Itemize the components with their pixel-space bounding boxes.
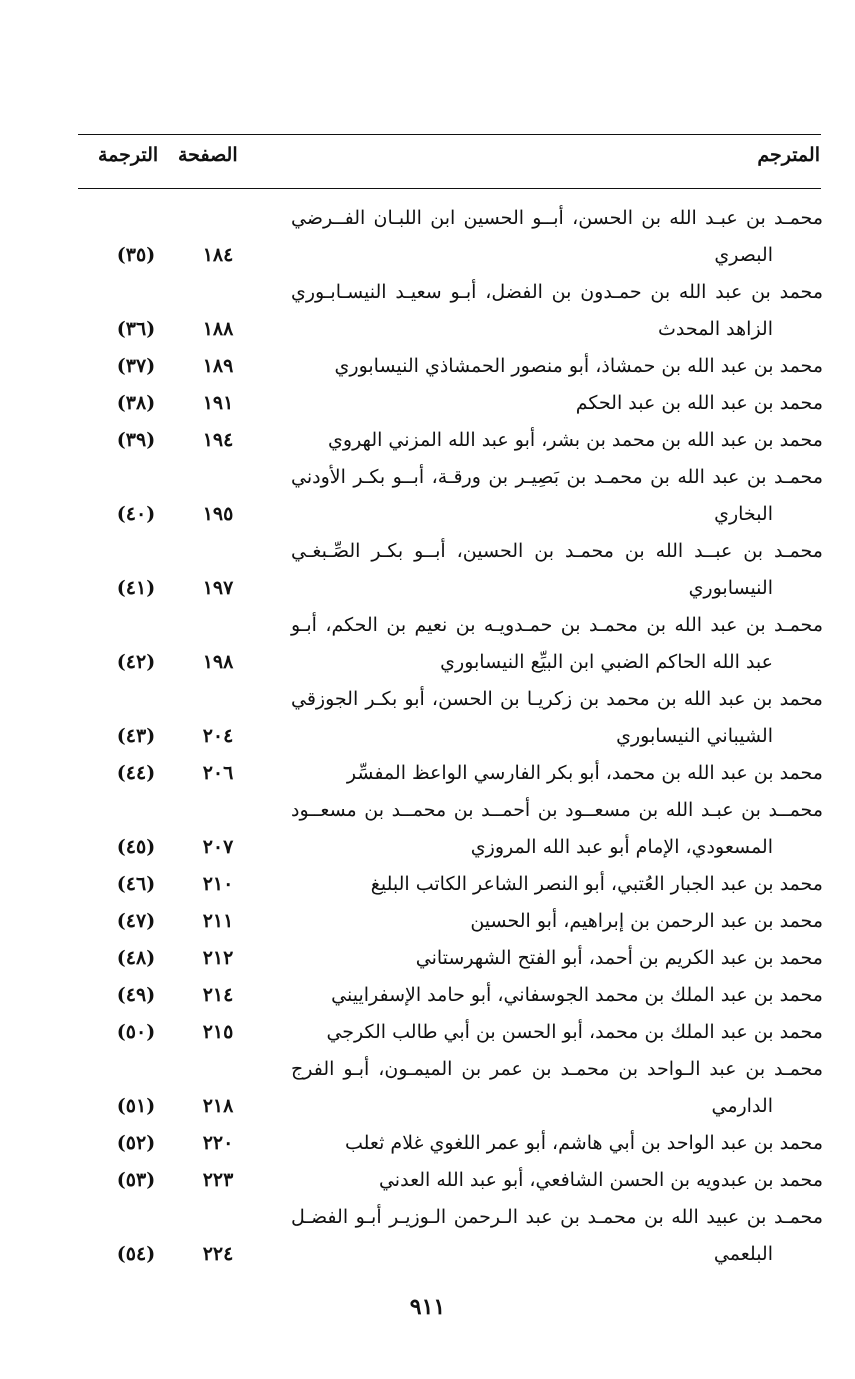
entry-name-text: محمد بن عبد الله بن محمد بن بشر، أبو عبد الله المزني الهروي: [328, 429, 823, 451]
entry-page-number: ١٨٩: [202, 355, 234, 377]
entry-name-line: [78, 681, 823, 718]
entry-biography-number: (٤٩): [116, 984, 156, 1006]
entry-name-text: محمــد بن عبـد الله بن مسعــود بن أحمــد بن محمــد بن مسعــود: [291, 799, 823, 821]
column-header-translated-person: المترجم: [757, 144, 820, 166]
entry-name-continuation: [78, 718, 823, 755]
entry-biography-number: (٥٤): [116, 1243, 156, 1265]
entry-name-line: [78, 1051, 823, 1088]
entry-name-text: البصري: [714, 244, 773, 266]
entry-name-text: محمـد بن عبد الـواحد بن محمـد بن عمر بن الميمـون، أبـو الفرج: [291, 1058, 823, 1080]
entry-name-line: [78, 940, 823, 977]
entry-name-text: محمـد بن عبيد الله بن محمـد بن عبد الـرحمن الـوزيـر أبـو الفضـل: [291, 1206, 823, 1228]
entry-name-line: [78, 607, 823, 644]
entry-biography-number: (٤٧): [116, 910, 156, 932]
entry-name-text: محمد بن عبد الله بن عبد الحكم: [575, 392, 823, 414]
header-top-rule: [78, 134, 821, 135]
entry-name-line: [78, 792, 823, 829]
entry-page-number: ١٨٨: [202, 318, 234, 340]
entry-biography-number: (٣٦): [116, 318, 156, 340]
index-entry: [78, 385, 823, 422]
index-entry: [78, 755, 823, 792]
entry-biography-number: (٣٨): [116, 392, 156, 414]
entry-name-text: محمـد بن عبـد الله بن الحسن، أبــو الحسين ابن اللبـان الفــرضي: [291, 207, 823, 229]
header-bottom-rule: [78, 188, 821, 189]
entry-name-text: الزاهد المحدث: [657, 318, 773, 340]
entry-page-number: ١٩١: [202, 392, 234, 414]
entry-page-number: ١٩٧: [202, 577, 234, 599]
entry-name-text: محمد بن عبد الله بن محمد، أبو بكر الفارسي الواعظ المفسِّر: [346, 762, 823, 784]
entry-page-number: ٢٠٤: [202, 725, 234, 747]
entry-page-number: ١٩٤: [202, 429, 234, 451]
index-entry: [78, 1014, 823, 1051]
index-entry: [78, 533, 823, 607]
entry-page-number: ٢١١: [202, 910, 234, 932]
entry-name-continuation: [78, 496, 823, 533]
entry-name-line: [78, 533, 823, 570]
entry-name-text: المسعودي، الإمام أبو عبد الله المروزي: [470, 836, 773, 858]
entry-name-line: [78, 274, 823, 311]
entry-page-number: ٢٢٤: [202, 1243, 234, 1265]
entry-name-continuation: [78, 237, 823, 274]
entry-name-continuation: [78, 1236, 823, 1273]
entry-biography-number: (٣٩): [116, 429, 156, 451]
entry-name-text: محمد بن عبد الله بن حمشاذ، أبو منصور الحمشاذي النيسابوري: [334, 355, 823, 377]
entry-page-number: ٢١٥: [202, 1021, 234, 1043]
entry-name-line: [78, 1125, 823, 1162]
index-entry: [78, 422, 823, 459]
entry-name-continuation: [78, 1088, 823, 1125]
index-entry: [78, 792, 823, 866]
index-entry: [78, 681, 823, 755]
entry-biography-number: (٤٨): [116, 947, 156, 969]
entry-page-number: ٢١٠: [202, 873, 234, 895]
column-header-page: الصفحة: [178, 144, 238, 166]
entry-name-line: [78, 422, 823, 459]
entry-name-line: [78, 755, 823, 792]
entry-name-text: محمد بن عبد الملك بن محمد الجوسفاني، أبو حامد الإسفراييني: [331, 984, 823, 1006]
index-entry: [78, 940, 823, 977]
entry-name-line: [78, 1014, 823, 1051]
entry-name-text: البخاري: [714, 503, 773, 525]
entry-page-number: ١٩٥: [202, 503, 234, 525]
entry-page-number: ٢١٤: [202, 984, 234, 1006]
index-entry: [78, 1051, 823, 1125]
entry-name-text: محمـد بن عبــد الله بن محمـد بن الحسين، أبــو بكـر الصِّـبغـي: [291, 540, 823, 562]
entry-name-line: [78, 1199, 823, 1236]
page-number: ٩١١: [409, 1294, 446, 1320]
entry-name-continuation: [78, 644, 823, 681]
entry-page-number: ٢١٨: [202, 1095, 234, 1117]
entry-name-line: [78, 200, 823, 237]
entry-biography-number: (٥٢): [116, 1132, 156, 1154]
index-entry: [78, 459, 823, 533]
entry-page-number: ٢٠٦: [202, 762, 234, 784]
entry-name-text: محمد بن عبد الرحمن بن إبراهيم، أبو الحسين: [470, 910, 823, 932]
index-entry: [78, 1199, 823, 1273]
entry-biography-number: (٥١): [116, 1095, 156, 1117]
entry-name-text: محمـد بن عبد الله بن محمـد بن بَصِيـر بن ورقـة، أبــو بكـر الأودني: [291, 466, 823, 488]
entry-name-text: محمد بن عبد الجبار العُتبي، أبو النصر الشاعر الكاتب البليغ: [370, 873, 823, 895]
entry-name-text: محمد بن عبدويه بن الحسن الشافعي، أبو عبد الله العدني: [378, 1169, 823, 1191]
entry-biography-number: (٣٧): [116, 355, 156, 377]
entry-name-line: [78, 977, 823, 1014]
entry-name-text: البلعمي: [713, 1243, 773, 1265]
entry-biography-number: (٤٥): [116, 836, 156, 858]
column-header-biography-number: الترجمة: [98, 144, 159, 166]
entry-name-line: [78, 1162, 823, 1199]
index-entry: [78, 1162, 823, 1199]
entry-page-number: ٢١٢: [202, 947, 234, 969]
entry-name-line: [78, 866, 823, 903]
entry-name-text: الدارمي: [711, 1095, 773, 1117]
entry-name-text: محمـد بن عبد الله بن محمـد بن حمـدويـه بن نعيم بن الحكم، أبـو: [291, 614, 823, 636]
entry-name-text: محمد بن عبد الله بن حمـدون بن الفضل، أبـو سعيـد النيسـابـوري: [291, 281, 823, 303]
entry-biography-number: (٥٠): [116, 1021, 156, 1043]
index-entry: [78, 200, 823, 274]
entry-page-number: ٢٢٠: [202, 1132, 234, 1154]
entry-biography-number: (٤١): [116, 577, 156, 599]
entry-page-number: ٢٢٣: [202, 1169, 234, 1191]
index-entry: [78, 866, 823, 903]
entry-biography-number: (٣٥): [116, 244, 156, 266]
entry-name-line: [78, 385, 823, 422]
entry-page-number: ٢٠٧: [202, 836, 234, 858]
entry-name-text: محمد بن عبد الملك بن محمد، أبو الحسن بن أبي طالب الكرجي: [326, 1021, 823, 1043]
entry-name-continuation: [78, 311, 823, 348]
index-entry: [78, 607, 823, 681]
index-entries: [78, 200, 823, 1273]
entry-name-continuation: [78, 829, 823, 866]
index-entry: [78, 977, 823, 1014]
entry-name-text: الشيباني النيسابوري: [616, 725, 773, 747]
entry-name-text: محمد بن عبد الواحد بن أبي هاشم، أبو عمر اللغوي غلام ثعلب: [344, 1132, 823, 1154]
entry-biography-number: (٤٢): [116, 651, 156, 673]
entry-page-number: ١٩٨: [202, 651, 234, 673]
entry-name-continuation: [78, 570, 823, 607]
index-entry: [78, 348, 823, 385]
entry-page-number: ١٨٤: [202, 244, 234, 266]
entry-biography-number: (٤٣): [116, 725, 156, 747]
index-entry: [78, 1125, 823, 1162]
entry-biography-number: (٥٣): [116, 1169, 156, 1191]
entry-name-line: [78, 348, 823, 385]
entry-biography-number: (٤٤): [116, 762, 156, 784]
index-entry: [78, 274, 823, 348]
entry-name-text: محمد بن عبد الله بن محمد بن زكريـا بن الحسن، أبو بكـر الجوزقي: [291, 688, 823, 710]
entry-name-text: عبد الله الحاكم الضبي ابن البيِّع النيسابوري: [440, 651, 773, 673]
index-entry: [78, 903, 823, 940]
entry-name-text: النيسابوري: [688, 577, 773, 599]
entry-name-text: محمد بن عبد الكريم بن أحمد، أبو الفتح الشهرستاني: [415, 947, 823, 969]
entry-name-line: [78, 459, 823, 496]
entry-biography-number: (٤٦): [116, 873, 156, 895]
entry-name-line: [78, 903, 823, 940]
entry-biography-number: (٤٠): [116, 503, 156, 525]
